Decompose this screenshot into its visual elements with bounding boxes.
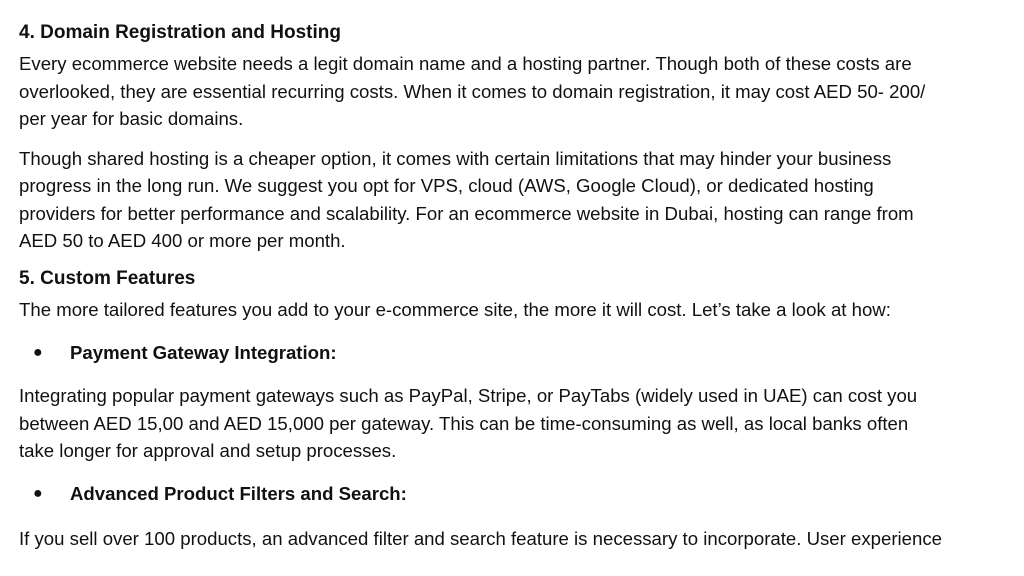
paragraph-line: progress in the long run. We suggest you opt for VPS, cloud (AWS, Google Cloud), or dedicated hosting <box>19 175 874 196</box>
paragraph-line: Integrating popular payment gateways such as PayPal, Stripe, or PayTabs (widely used in UAE) can cost you <box>19 385 918 406</box>
bullet-dot-icon: ● <box>33 343 43 361</box>
paragraph-line: Every ecommerce website needs a legit domain name and a hosting partner. Though both of these costs are <box>19 53 912 74</box>
section-4-heading: 4. Domain Registration and Hosting <box>19 22 341 43</box>
paragraph-line: per year for basic domains. <box>19 108 244 129</box>
paragraph-line: AED 50 to AED 400 or more per month. <box>19 230 346 251</box>
bullet-label: Payment Gateway Integration: <box>70 341 337 363</box>
paragraph-line: If you sell over 100 products, an advanced filter and search feature is necessary to incorporate. User experience <box>19 527 942 549</box>
section-4-paragraph-domain <box>19 50 1006 133</box>
paragraph-line: overlooked, they are essential recurring costs. When it comes to domain registration, it may cost AED 50- 200/ <box>19 80 926 102</box>
section-5-heading: 5. Custom Features <box>19 267 196 289</box>
section-5-paragraph-filters <box>19 525 1006 553</box>
section-5-paragraph-payment <box>19 382 1006 465</box>
paragraph-line: providers for better performance and scalability. For an ecommerce website in Dubai, hosting can range from <box>19 202 914 224</box>
bullet-label: Advanced Product Filters and Search: <box>70 483 407 504</box>
paragraph-line: take longer for approval and setup processes. <box>19 440 397 461</box>
section-5-intro <box>19 296 1006 324</box>
section-4-paragraph-hosting <box>19 145 1006 255</box>
paragraph-line: The more tailored features you add to your e-commerce site, the more it will cost. Let’s take a look at how: <box>19 298 891 320</box>
bullet-product-filters <box>19 481 1006 508</box>
bullet-dot-icon: ● <box>33 485 43 502</box>
paragraph-line: Though shared hosting is a cheaper option, it comes with certain limitations that may hinder your business <box>19 147 892 169</box>
paragraph-line: between AED 15,00 and AED 15,000 per gateway. This can be time-consuming as well, as local banks often <box>19 412 909 434</box>
bullet-payment-gateway <box>19 339 1006 366</box>
